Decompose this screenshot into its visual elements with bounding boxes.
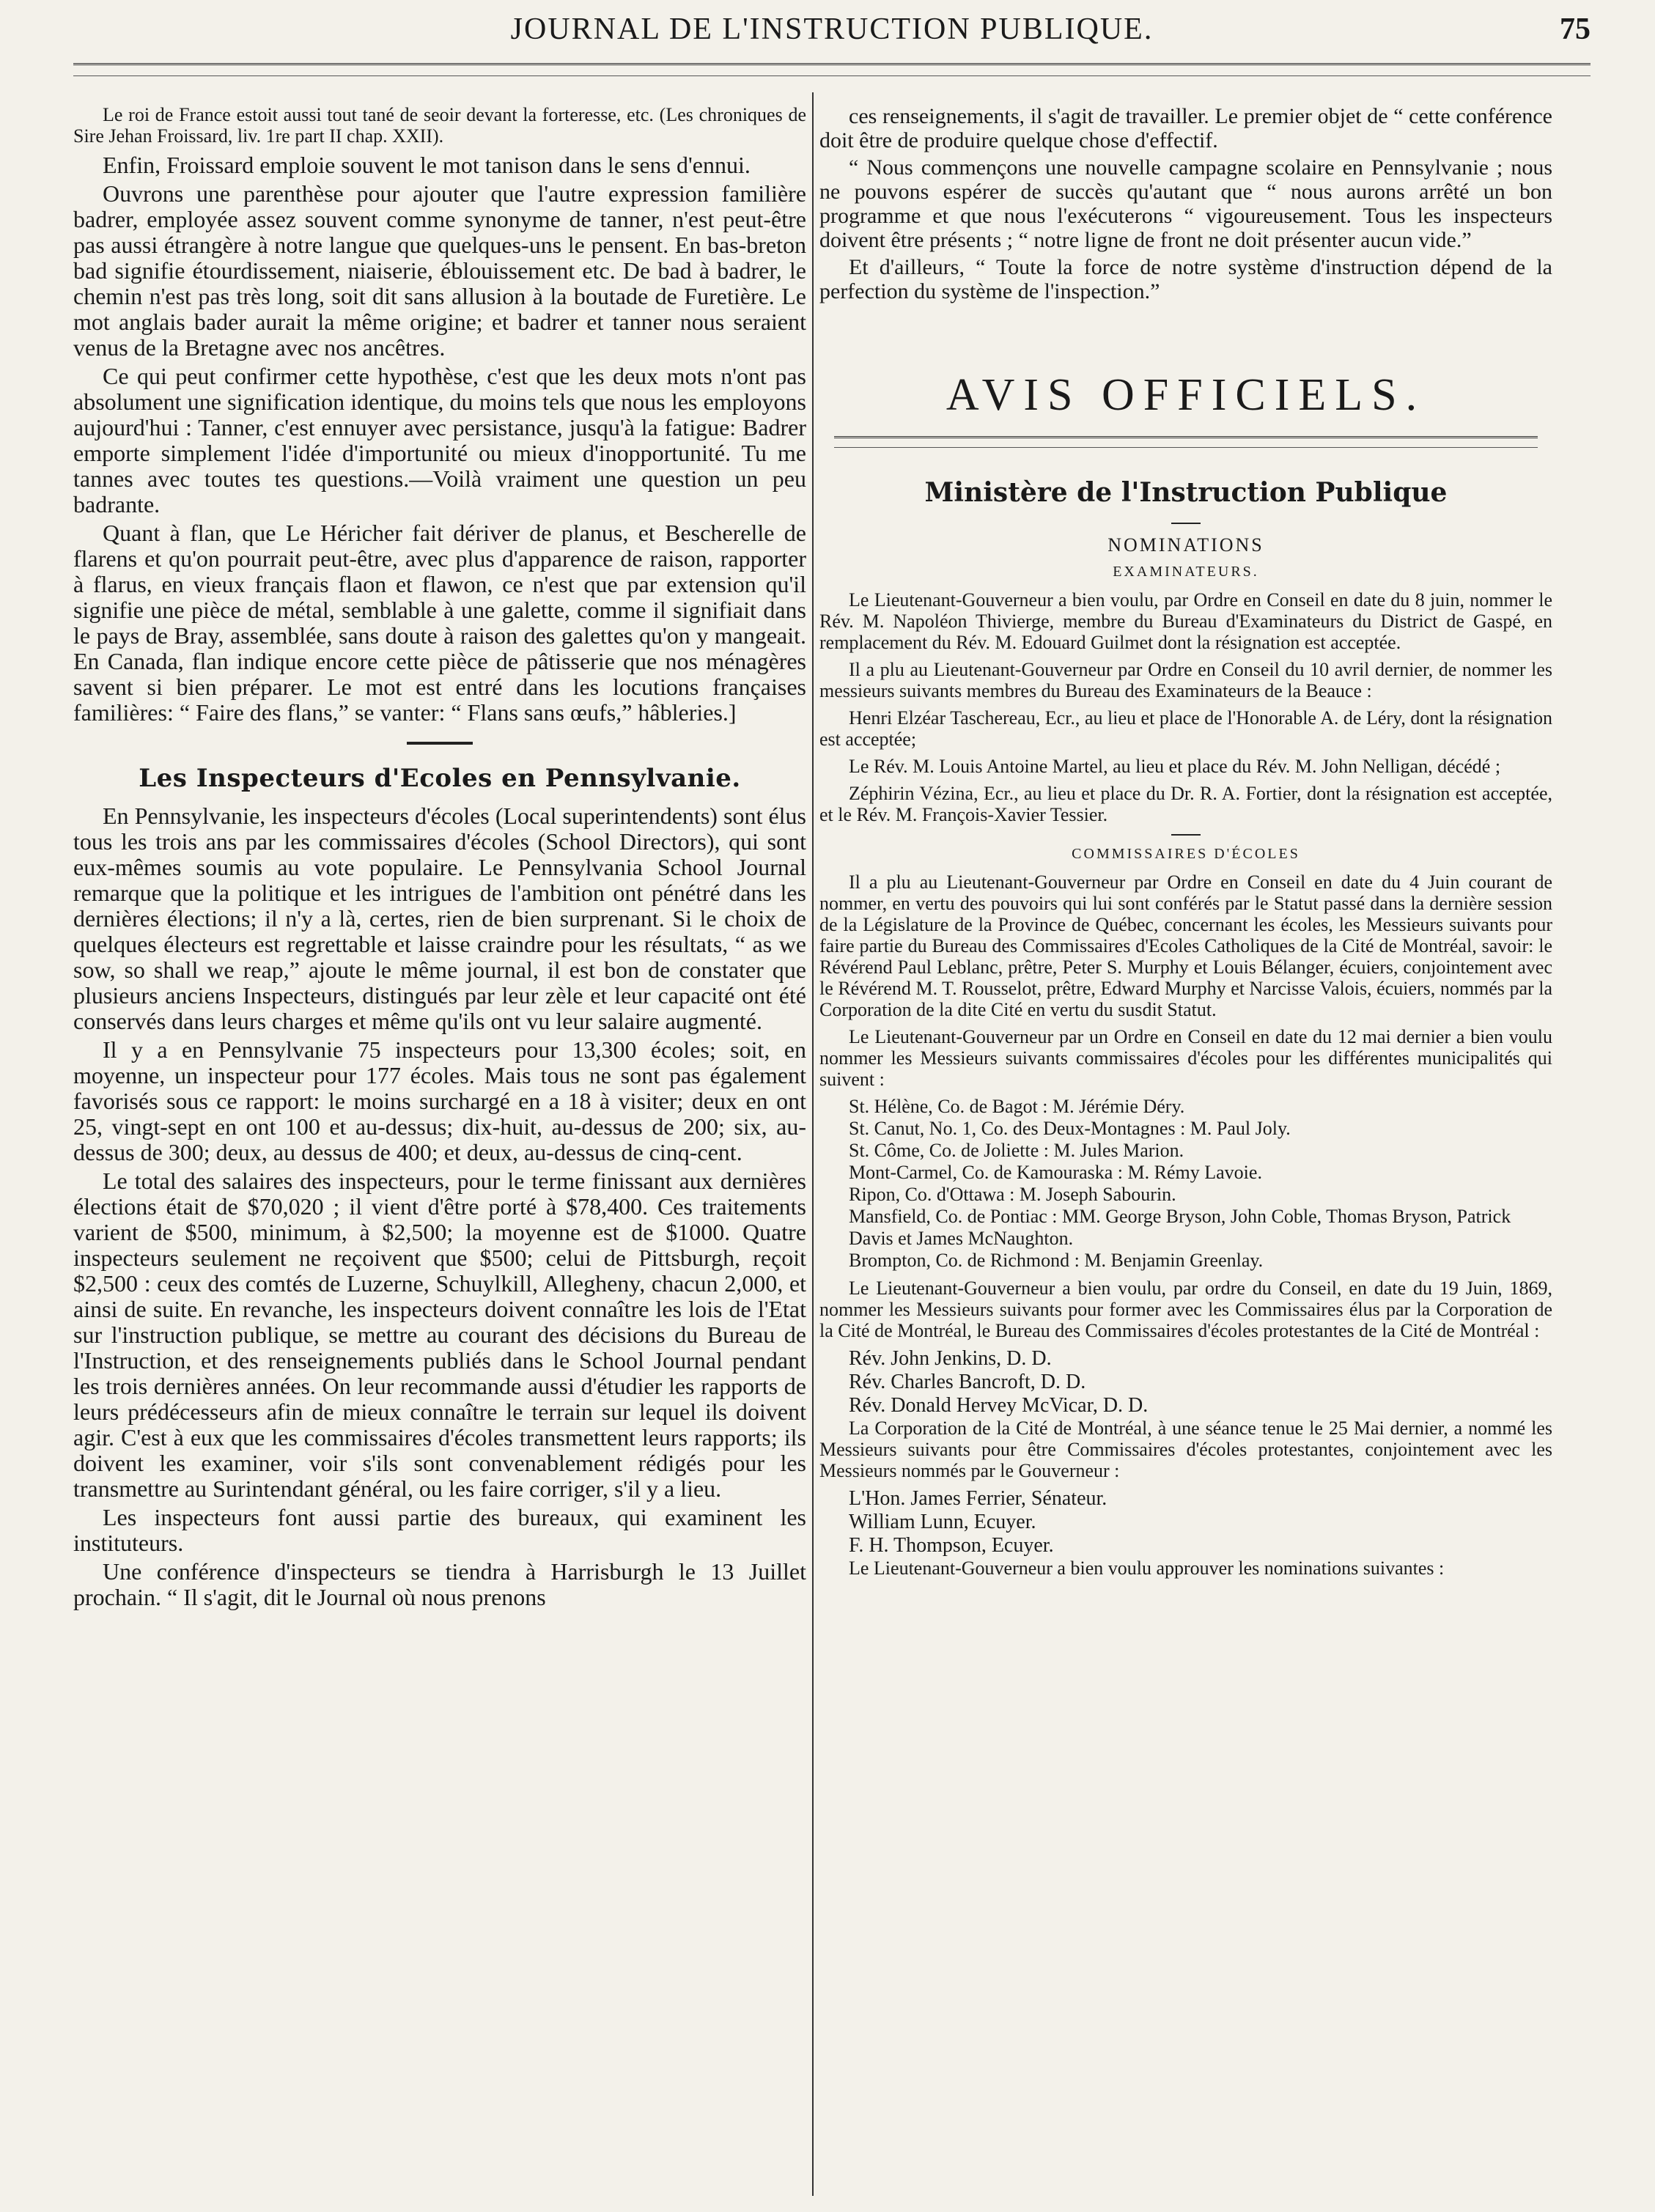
- section-divider: [407, 742, 473, 745]
- municipality-entry: Ripon, Co. d'Ottawa : M. Joseph Sabourin.: [849, 1184, 1176, 1205]
- paragraph: Ouvrons une parenthèse pour ajouter que l'autre expression familière badrer, employée assez souvent comme synonyme de tanner, n'est peut-être pas aussi étrangère à notre langue que quelques-uns le pensent. En bas-breton bad signifie étourdissement, niaiserie, éblouissement etc. De bad à badrer, le chemin n'est pas très long, soit dit sans allusion à la boutade de Furetière. Le mot anglais bader aurait la même origine; et badrer et tanner nous seraient venus de la Bretagne avec nos ancêtres.: [73, 180, 806, 361]
- commissioners-heading: COMMISSAIRES D'ÉCOLES: [1072, 846, 1300, 862]
- paragraph: En Pennsylvanie, les inspecteurs d'écoles (Local superintendents) sont élus tous les trois ans par les commissaires d'écoles (School Directors), qui sont eux-mêmes soumis au vote populaire. Le Pennsylvania School Journal remarque que la politique et les intrigues de l'ambition ont pénétré dans les dernières élections; il n'y a là, certes, rien de bien surprenant. Si le choix de quelques électeurs est regrettable et laisse craindre pour les résultats, “ as we sow, so shall we reap,” ajoute le même journal, il est bon de constater que plusieurs anciens Inspecteurs, distingués par leur zèle et leur capacité ont été conservés dans leurs charges et même qu'ils ont vu leur salaire augmenté.: [73, 803, 806, 1034]
- examiner-entry: Henri Elzéar Taschereau, Ecr., au lieu et place de l'Honorable A. de Léry, dont la résignation est acceptée;: [819, 707, 1552, 750]
- ministry-title: Ministère de l'Instruction Publique: [924, 477, 1448, 508]
- paragraph: Ce qui peut confirmer cette hypothèse, c'est que les deux mots n'ont pas absolument une signification identique, du moins tels que nous les employons aujourd'hui : Tanner, c'est ennuyer avec persistance, jusqu'à la fatigue: Badrer emporte simplement l'idée d'importunité ou mieux d'inopportunité. Tu me tannes avec toutes tes questions.—Voilà vraiment une question un peu badrante.: [73, 363, 806, 517]
- commissioner-name: Rév. Charles Bancroft, D. D.: [849, 1371, 1086, 1393]
- municipality-entry: Brompton, Co. de Richmond : M. Benjamin Greenlay.: [849, 1250, 1264, 1271]
- notices-title: AVIS OFFICIELS.: [946, 370, 1426, 420]
- notice-paragraph: Il a plu au Lieutenant-Gouverneur par Ordre en Conseil du 10 avril dernier, de nommer les messieurs suivants membres du Bureau des Examinateurs de la Beauce :: [819, 659, 1552, 701]
- commissioner-name: Rév. John Jenkins, D. D.: [849, 1347, 1052, 1370]
- examiner-entry: Zéphirin Vézina, Ecr., au lieu et place du Dr. R. A. Fortier, dont la résignation est acceptée, et le Rév. M. François-Xavier Tessier.: [819, 783, 1552, 825]
- municipality-entry: St. Côme, Co. de Joliette : M. Jules Marion.: [849, 1140, 1184, 1161]
- municipality-entry: Mont-Carmel, Co. de Kamouraska : M. Rémy Lavoie.: [849, 1162, 1262, 1183]
- column-divider: [812, 92, 814, 2196]
- notices-rule: [834, 436, 1538, 448]
- quote-paragraph: “ Nous commençons une nouvelle campagne scolaire en Pennsylvanie ; nous ne pouvons espérer de succès qu'autant que “ nous aurons arrêté un bon programme et que nous l'exécuterons “ vigoureusement. Tous les inspecteurs doivent être présents ; “ notre ligne de front ne doit présenter aucun vide.”: [819, 155, 1552, 252]
- notice-paragraph: Le Lieutenant-Gouverneur par un Ordre en Conseil en date du 12 mai dernier a bien voulu nommer les Messieurs suivants commissaires d'écoles pour les différentes municipalités qui suivent :: [819, 1026, 1552, 1090]
- quote-paragraph: ces renseignements, il s'agit de travailler. Le premier objet de “ cette conférence doit être de produire quelque chose d'effectif.: [819, 104, 1552, 152]
- paragraph: Le total des salaires des inspecteurs, pour le terme finissant aux dernières élections était de $70,020 ; il vient d'être porté à $78,400. Ces traitements varient de $500, minimum, à $2,500; la moyenne est de $1000. Quatre inspecteurs seulement ne reçoivent que $500; celui de Pittsburgh, reçoit $2,500 : ceux des comtés de Luzerne, Schuylkill, Allegheny, chacun 2,000, et ainsi de suite. En revanche, les inspecteurs doivent connaître les lois de l'Etat sur l'instruction publique, se mettre au courant des décisions du Bureau de l'Instruction, et des renseignements publiés dans le School Journal pendant les trois dernières années. On leur recommande aussi d'étudier les rapports de leurs prédécesseurs afin de mieux connaître le terrain sur lequel ils doivent agir. C'est à eux que les commissaires d'écoles transmettent leurs rapports; ils doivent les examiner, voir s'ils sont convenablement rédigés pour les transmettre au Surintendant général, ou les faire corriger, s'il y a lieu.: [73, 1168, 806, 1502]
- municipality-entry: St. Canut, No. 1, Co. des Deux-Montagnes : M. Paul Joly.: [849, 1118, 1291, 1139]
- quote-paragraph: Et d'ailleurs, “ Toute la force de notre système d'instruction dépend de la perfection du système de l'inspection.”: [819, 255, 1552, 303]
- commissioner-name: L'Hon. James Ferrier, Sénateur.: [849, 1487, 1107, 1510]
- notice-paragraph: Il a plu au Lieutenant-Gouverneur par Ordre en Conseil en date du 4 Juin courant de nommer, en vertu des pouvoirs qui lui sont conférés par le Statut passé dans la dernière session de la Législature de la Province de Québec, concernant les écoles, les Messieurs suivants pour faire partie du Bureau des Commissaires d'Ecoles Catholiques de la Cité de Montréal, savoir: le Révérend Paul Leblanc, prêtre, Peter S. Murphy et Louis Bélanger, écuiers, conjointement avec le Révérend M. T. Rousselot, prêtre, Edward Murphy et Narcisse Valois, écuiers, nommés par la Corporation de la dite Cité en vertu du susdit Statut.: [819, 871, 1552, 1020]
- paragraph: Une conférence d'inspecteurs se tiendra à Harrisburgh le 13 Juillet prochain. “ Il s'agit, dit le Journal où nous prenons: [73, 1558, 806, 1610]
- paragraph: Enfin, Froissard emploie souvent le mot tanison dans le sens d'ennui.: [103, 152, 751, 178]
- paragraph: Les inspecteurs font aussi partie des bureaux, qui examinent les instituteurs.: [73, 1504, 806, 1556]
- commissioner-name: F. H. Thompson, Ecuyer.: [849, 1534, 1054, 1557]
- notice-paragraph: Le Lieutenant-Gouverneur a bien voulu, par ordre du Conseil, en date du 19 Juin, 1869, nommer les Messieurs suivants pour former avec les Commissaires élus par la Corporation de la Cité de Montréal, le Bureau des Commissaires d'écoles protestantes de la Cité de Montréal :: [819, 1278, 1552, 1341]
- left-column: [73, 104, 806, 2200]
- notice-paragraph: Le Lieutenant-Gouverneur a bien voulu approuver les nominations suivantes :: [849, 1557, 1445, 1579]
- right-column: [819, 104, 1552, 2200]
- examiner-entry: Le Rév. M. Louis Antoine Martel, au lieu et place du Rév. M. John Nelligan, décédé ;: [849, 756, 1501, 777]
- header-rule: [73, 63, 1591, 76]
- article-title: Les Inspecteurs d'Ecoles en Pennsylvanie.: [139, 764, 741, 793]
- ministry-rule: [1171, 523, 1201, 524]
- paragraph: Quant à flan, que Le Héricher fait dériver de planus, et Bescherelle de flarens et qu'on pourrait peut-être, avec plus d'apparence de raison, rapporter à flarus, en vieux français flaon et flawon, ce n'est que par extension qu'il signifie une pièce de métal, semblable à une galette, comme il signifiait dans le pays de Bray, assemblée, sans doute à raison des galettes qu'on y mangeait. En Canada, flan indique encore cette pièce de pâtisserie que nos ménagères savent si bien préparer. Le mot est entré dans les locutions françaises familières: “ Faire des flans,” se vanter: “ Flans sans œufs,” hâbleries.]: [73, 520, 806, 726]
- nominations-heading: NOMINATIONS: [1107, 534, 1264, 556]
- section-divider: [1171, 834, 1201, 836]
- page-number: 75: [1560, 12, 1591, 46]
- notice-paragraph: Le Lieutenant-Gouverneur a bien voulu, par Ordre en Conseil en date du 8 juin, nommer le Rév. M. Napoléon Thivierge, membre du Bureau d'Examinateurs du District de Gaspé, en remplacement du Rév. M. Edouard Guilmet dont la résignation est acceptée.: [819, 589, 1552, 653]
- commissioner-name: William Lunn, Ecuyer.: [849, 1511, 1036, 1533]
- notice-paragraph: La Corporation de la Cité de Montréal, à une séance tenue le 25 Mai dernier, a nommé les Messieurs suivants pour être Commissaires d'écoles protestantes, conjointement avec les Messieurs nommés par le Gouverneur :: [819, 1417, 1552, 1481]
- running-head: [73, 7, 1591, 53]
- municipality-entry: St. Hélène, Co. de Bagot : M. Jérémie Déry.: [849, 1096, 1185, 1117]
- froissard-citation: Le roi de France estoit aussi tout tané de seoir devant la forteresse, etc. (Les chroniques de Sire Jehan Froissard, liv. 1re part II chap. XXII).: [73, 104, 806, 147]
- examiners-heading: EXAMINATEURS.: [1113, 564, 1259, 580]
- paragraph: Il y a en Pennsylvanie 75 inspecteurs pour 13,300 écoles; soit, en moyenne, un inspecteur pour 177 écoles. Mais tous ne sont pas également favorisés sous ce rapport: le moins surchargé en a 18 à visiter; deux en ont 25, vingt-sept en ont 100 et au-dessus; dix-huit, au-dessus de 200; six, au-dessus de 300; deux, au dessus de 400; et deux, au-dessus de cinq-cent.: [73, 1036, 806, 1165]
- commissioner-name: Rév. Donald Hervey McVicar, D. D.: [849, 1394, 1149, 1417]
- municipality-entry: Mansfield, Co. de Pontiac : MM. George Bryson, John Coble, Thomas Bryson, Patrick Davis et James McNaughton.: [849, 1206, 1511, 1249]
- journal-title: JOURNAL DE L'INSTRUCTION PUBLIQUE.: [510, 12, 1154, 46]
